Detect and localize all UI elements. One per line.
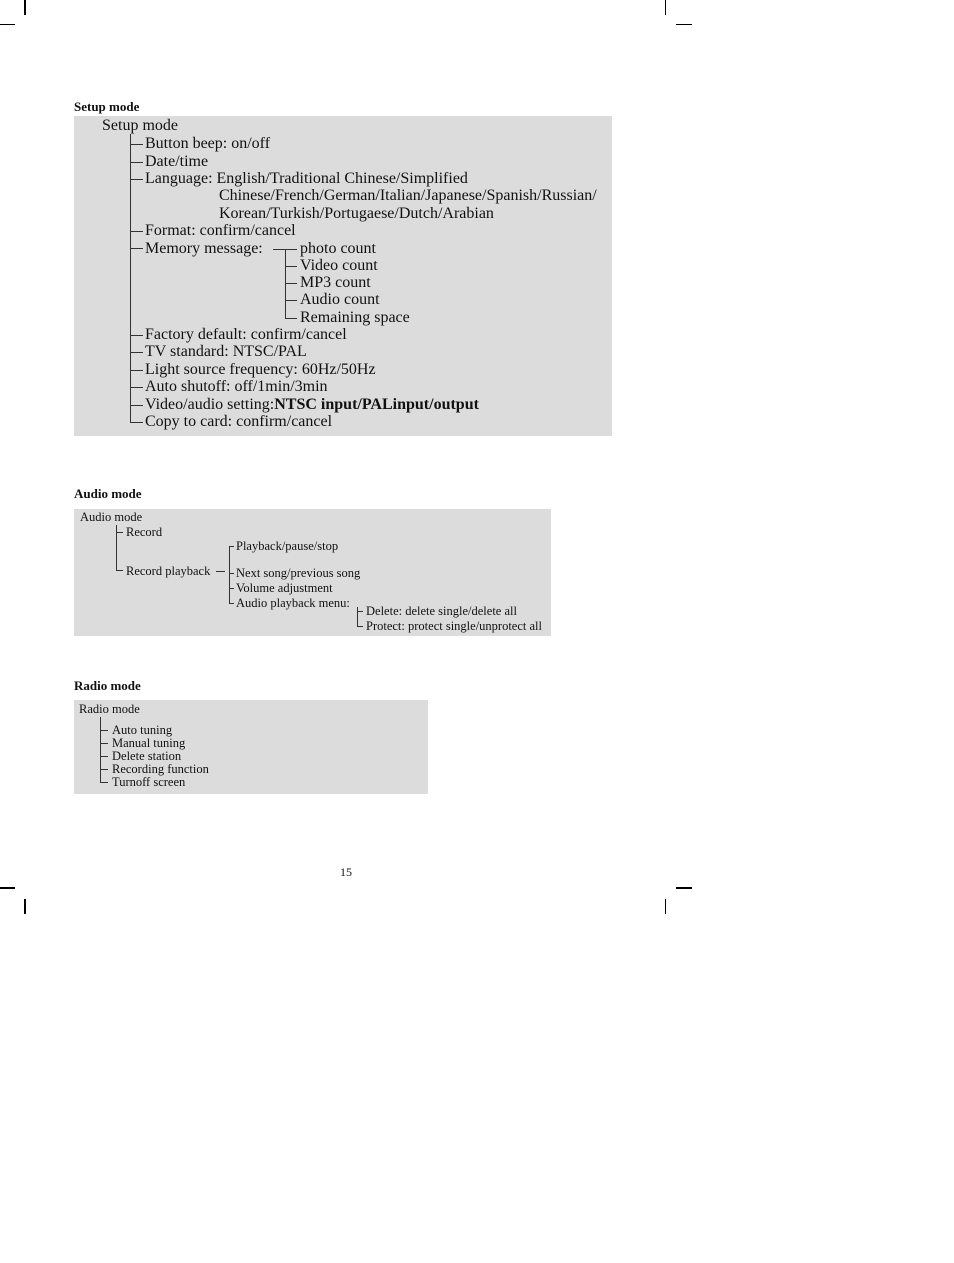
crop-mark (0, 24, 15, 25)
setup-root-label: Setup mode (102, 117, 178, 134)
crop-mark (665, 899, 666, 914)
radio-subitem: Auto tuning (112, 723, 173, 737)
record-item: Record (126, 525, 163, 539)
format-item: Format: confirm/cancel (145, 222, 296, 239)
memory-subitem: Video count (300, 257, 378, 274)
date-time-item: Date/time (145, 153, 209, 170)
factory-default-item: Factory default: confirm/cancel (145, 326, 347, 343)
playback-subitem: Next song/previous song (236, 566, 361, 580)
playback-subitem: Volume adjustment (236, 581, 333, 595)
crop-mark (665, 0, 666, 15)
crop-mark (0, 887, 15, 889)
video-audio-setting-label: Video/audio setting: (145, 396, 275, 413)
page-number: 15 (340, 865, 352, 879)
memory-subitem: Audio count (300, 291, 380, 308)
audio-root-label: Audio mode (80, 510, 143, 524)
light-source-item: Light source frequency: 60Hz/50Hz (145, 361, 376, 378)
playback-menu-subitem: Protect: protect single/unprotect all (366, 619, 542, 633)
crop-mark (24, 899, 26, 914)
button-beep-item: Button beep: on/off (145, 135, 271, 152)
audio-mode-tree (74, 509, 551, 636)
playback-menu-subitem: Delete: delete single/delete all (366, 604, 517, 618)
language-item-continued: Korean/Turkish/Portugaese/Dutch/Arabian (219, 205, 494, 222)
record-playback-item: Record playback (126, 564, 211, 578)
auto-shutoff-item: Auto shutoff: off/1min/3min (145, 378, 328, 395)
playback-subitem: Playback/pause/stop (236, 539, 339, 553)
radio-subitem: Recording function (112, 762, 209, 776)
copy-to-card-item: Copy to card: confirm/cancel (145, 413, 333, 430)
radio-mode-tree (74, 700, 428, 794)
memory-subitem: Remaining space (300, 309, 410, 326)
radio-subitem: Manual tuning (112, 736, 186, 750)
playback-subitem: Audio playback menu: (236, 596, 350, 610)
language-item: Language: English/Traditional Chinese/Simplified (145, 170, 468, 187)
setup-mode-heading: Setup mode (74, 99, 140, 114)
memory-message-item: Memory message: (145, 240, 263, 257)
memory-subitem: MP3 count (300, 274, 371, 291)
radio-root-label: Radio mode (79, 702, 140, 716)
radio-subitem: Turnoff screen (112, 775, 186, 789)
setup-mode-tree (74, 116, 612, 436)
audio-mode-heading: Audio mode (74, 486, 142, 501)
crop-mark (676, 24, 692, 25)
memory-subitem: photo count (300, 240, 376, 257)
radio-mode-heading: Radio mode (74, 678, 141, 693)
tv-standard-item: TV standard: NTSC/PAL (145, 343, 307, 360)
language-item-continued: Chinese/French/German/Italian/Japanese/Spanish/Russian/ (219, 187, 597, 204)
crop-mark (24, 0, 26, 15)
crop-mark (676, 887, 692, 889)
radio-subitem: Delete station (112, 749, 182, 763)
video-audio-setting-item (145, 396, 479, 414)
video-audio-setting-value: NTSC input/PALinput/output (274, 396, 479, 413)
